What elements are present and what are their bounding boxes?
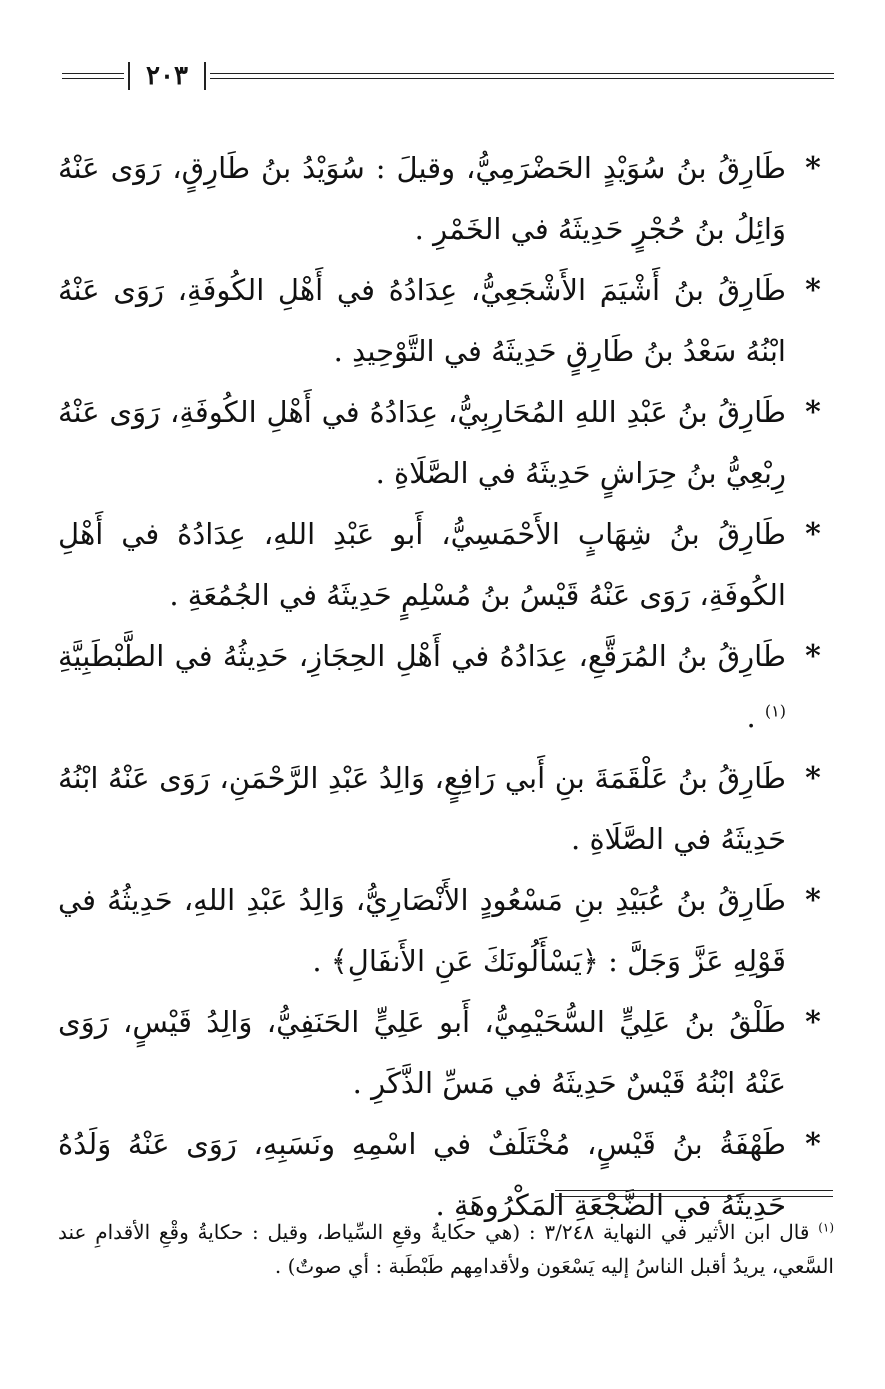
entry-text: طَارِقُ بنُ عَبْدِ اللهِ المُحَارِبِيُّ، عِدَادُهُ في أَهْلِ الكُوفَةِ، رَوَى عَنْهُ رِبْعِيُّ بنُ حِرَاشٍ حَدِيثَهُ في الصَّلَاةِ . [58, 395, 786, 490]
entry-bullet: * [805, 1005, 821, 1040]
entry-tariq-ibn-suwayd [58, 138, 830, 260]
entry-tariq-ibn-abdullah [58, 382, 830, 504]
entry-text: طَلْقُ بنُ عَلِيٍّ السُّحَيْمِيُّ، أَبو عَلِيٍّ الحَنَفِيُّ، وَالِدُ قَيْسٍ، رَوَى عَنْهُ ابْنُهُ قَيْسٌ حَدِيثَهُ في مَسِّ الذَّكَرِ . [58, 1005, 786, 1100]
header-divider-left [128, 62, 130, 90]
entry-text: طَارِقُ بنُ سُوَيْدٍ الحَضْرَمِيُّ، وقيلَ : سُوَيْدُ بنُ طَارِقٍ، رَوَى عَنْهُ وَائِلُ بنُ حُجْرٍ حَدِيثَهُ في الخَمْرِ . [58, 151, 786, 246]
footnote-separator [555, 1190, 833, 1197]
entry-text: طَارِقُ بنُ شِهَابٍ الأَحْمَسِيُّ، أَبو عَبْدِ اللهِ، عِدَادُهُ في أَهْلِ الكُوفَةِ، رَوَى عَنْهُ قَيْسُ بنُ مُسْلِمٍ حَدِيثَهُ في الجُمُعَةِ . [58, 517, 786, 612]
entry-text: طَارِقُ بنُ عُبَيْدِ بنِ مَسْعُودٍ الأَنْصَارِيُّ، وَالِدُ عَبْدِ اللهِ، حَدِيثُهُ في قَوْلِهِ عَزَّ وَجَلَّ : ﴿يَسْأَلُونَكَ عَنِ الأَنفَالِ﴾ . [58, 883, 786, 978]
header-divider-right [204, 62, 206, 90]
entry-talq-ibn-ali [58, 992, 830, 1114]
page-header [62, 60, 834, 96]
entry-tariq-ibn-alqama [58, 748, 830, 870]
entry-list [58, 138, 830, 1236]
footnote [58, 1215, 834, 1283]
entry-bullet: * [805, 639, 821, 674]
entry-tariq-ibn-shihab [58, 504, 830, 626]
entry-text: طَارِقُ بنُ أَشْيَمَ الأَشْجَعِيُّ، عِدَادُهُ في أَهْلِ الكُوفَةِ، رَوَى عَنْهُ ابْنُهُ سَعْدُ بنُ طَارِقٍ حَدِيثَهُ في التَّوْحِيدِ . [58, 273, 786, 368]
footnote-mark: (١) [818, 1220, 835, 1235]
entry-tariq-ibn-ubayd [58, 870, 830, 992]
entry-bullet: * [805, 1127, 821, 1162]
header-rule-right [210, 73, 834, 79]
entry-bullet: * [805, 395, 821, 430]
footnote-text: قال ابن الأثير في النهاية ٣/٢٤٨ : (هي حكايةُ وقعِ السِّياط، وقيل : حكايةُ وقْعِ الأقدامِ عند السَّعي، يريدُ أقبل الناسُ إليه يَسْعَون ولأقدامِهم طَبْطَبة : أي صوتٌ) . [58, 1220, 834, 1278]
entry-bullet: * [805, 151, 821, 186]
entry-bullet: * [805, 273, 821, 308]
entry-bullet: * [805, 883, 821, 918]
entry-bullet: * [805, 761, 821, 796]
footnote-reference[interactable]: (١) [764, 701, 786, 721]
entry-text: طَارِقُ بنُ عَلْقَمَةَ بنِ أَبي رَافِعٍ، وَالِدُ عَبْدِ الرَّحْمَنِ، رَوَى عَنْهُ ابْنُهُ حَدِيثَهُ في الصَّلَاةِ . [58, 761, 786, 856]
entry-text: طَهْفَةُ بنُ قَيْسٍ، مُخْتَلَفٌ في اسْمِهِ ونَسَبِهِ، رَوَى عَنْهُ وَلَدُهُ حَدِيثَهُ في الضَّجْعَةِ المَكْرُوهَةِ . [58, 1127, 786, 1222]
entry-text: طَارِقُ بنُ المُرَقَّعِ، عِدَادُهُ في أَهْلِ الحِجَازِ، حَدِيثُهُ في الطَّبْطَبِيَّةِ [58, 639, 786, 673]
page-number: ٢٠٣ [146, 61, 188, 91]
header-rule-left [62, 73, 124, 79]
entry-bullet: * [805, 517, 821, 552]
entry-tariq-ibn-ashyam [58, 260, 830, 382]
entry-tariq-ibn-muraqqa [58, 626, 830, 748]
entry-tail: . [746, 700, 756, 734]
